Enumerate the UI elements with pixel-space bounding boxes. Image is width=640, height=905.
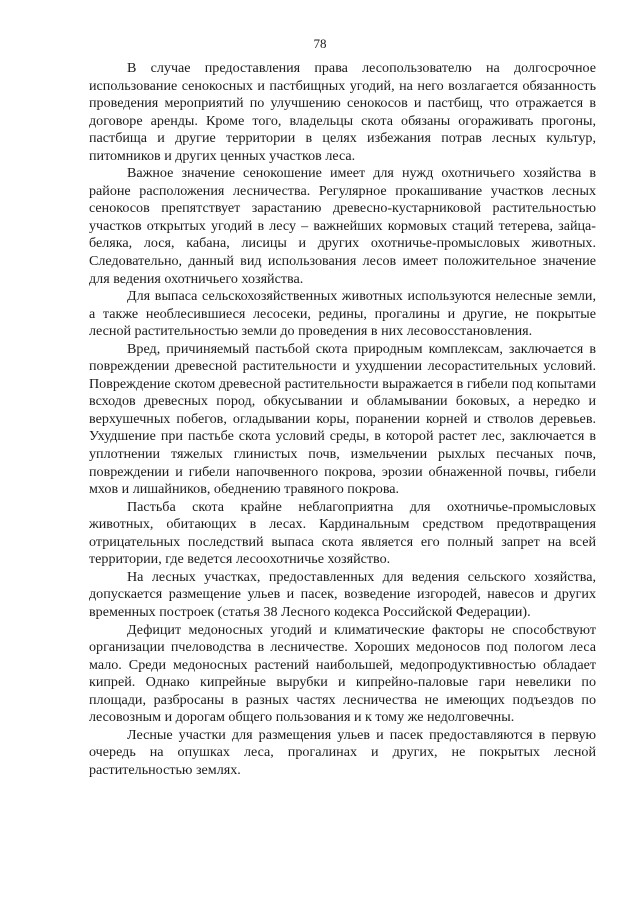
paragraph-grazing-wildlife: Пастьба скота крайне неблагоприятна для охотничье-промысловых животных, обитающих в лесах. Кардинальным средством предотвращения отрицательных последствий выпаса скота является его полный запрет на всей территории, где ведется лесоохотничье хозяйство. xyxy=(89,498,596,568)
document-body xyxy=(89,60,596,779)
paragraph-honey-plants: Дефицит медоносных угодий и климатические факторы не способствуют организации пчеловодства в лесничестве. Хороших медоносов под пологом леса мало. Среди медоносных растений наибольшей, медопродуктивностью обладает кипрей. Однако кипрейные вырубки и кипрейно-паловые гари невелики по площади, разбросаны в разных частях лесничества не имеющих подъездов по лесовозным и дорогам общего пользования и к тому же недолговечны. xyxy=(89,621,596,726)
paragraph-hayfield-lease: В случае предоставления права лесопользователю на долгосрочное использование сенокосных и пастбищных угодий, на него возлагается обязанность проведения мероприятий по улучшению сенокосов и пастбищ, что отражается в договоре аренды. Кроме того, владельцы скота обязаны огораживать прогоны, пастбища и другие территории в целях избежания потрав лесных культур, питомников и других ценных участков леса. xyxy=(89,60,596,164)
paragraph-grazing-damage: Вред, причиняемый пастьбой скота природным комплексам, заключается в повреждении древесной растительности и ухудшении лесорастительных условий. Повреждение скотом древесной растительности выражается в гибели под копытами всходов древесных пород, обкусывании и обламывании боковых, а нередко и верхушечных побегов, огладывании коры, поранении корней и стволов деревьев. Ухудшение при пастьбе скота условий среды, в которой растет лес, заключается в уплотнении тяжелых глинистых почв, измельчении рыхлых песчаных почв, повреждении и гибели напочвенного покрова, эрозии обнаженной почвы, гибели мхов и лишайников, обеднению травяного покрова. xyxy=(89,340,596,498)
paragraph-apiary-placement: На лесных участках, предоставленных для ведения сельского хозяйства, допускается размещение ульев и пасек, возведение изгородей, навесов и других временных построек (статья 38 Лесного кодекса Российской Федерации). xyxy=(89,568,596,620)
paragraph-apiary-sites: Лесные участки для размещения ульев и пасек предоставляются в первую очередь на опушках леса, прогалинах и других, не покрытых лесной растительностью землях. xyxy=(89,726,596,778)
paragraph-haymaking-hunting: Важное значение сенокошение имеет для нужд охотничьего хозяйства в районе расположения лесничества. Регулярное прокашивание участков лесных сенокосов препятствует зарастанию древесно-кустарниковой растительностью участков открытых угодий в лесу – важнейших кормовых стаций тетерева, зайца-беляка, лося, кабана, лисицы и других охотничье-промысловых животных. Следовательно, данный вид использования лесов имеет положительное значение для ведения охотничьего хозяйства. xyxy=(89,165,596,287)
paragraph-grazing-lands: Для выпаса сельскохозяйственных животных используются нелесные земли, а также необлесившиеся лесосеки, редины, прогалины и другие, не покрытые лесной растительностью земли до проведения в них лесовосстановления. xyxy=(89,288,596,340)
page-number: 78 xyxy=(313,36,327,51)
